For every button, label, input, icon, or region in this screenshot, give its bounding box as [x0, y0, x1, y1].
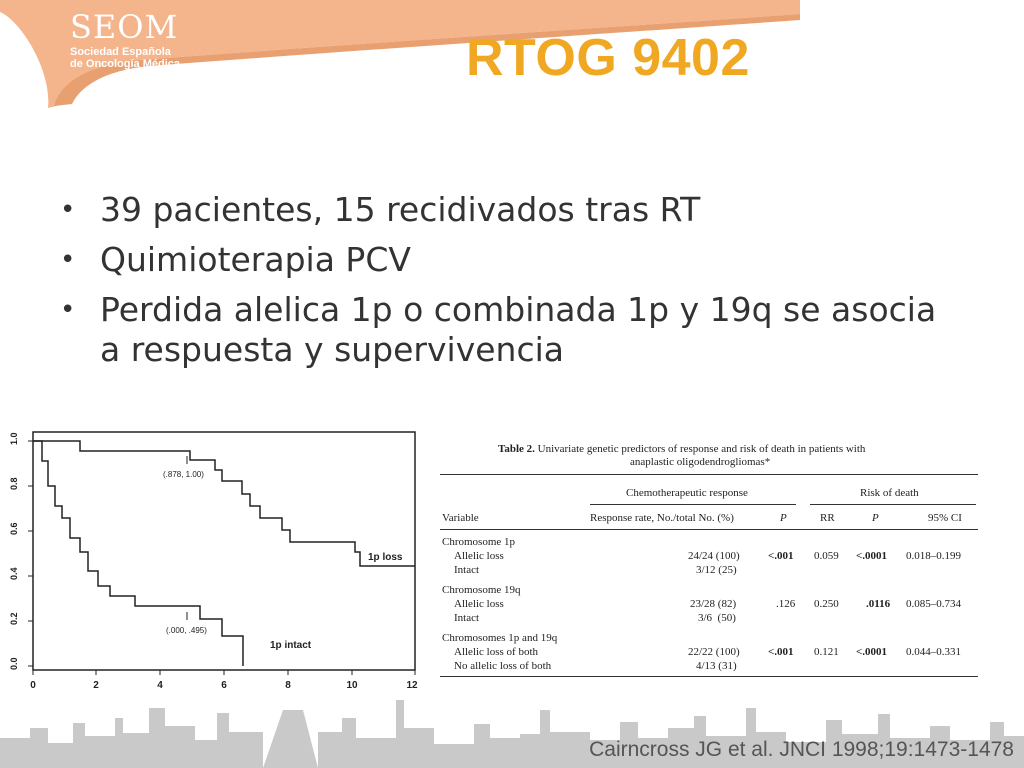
header-rr: RR: [820, 512, 835, 524]
table-rule-group-response: [590, 504, 796, 505]
row-rr: 0.250: [814, 598, 839, 610]
y-tick-labels: [9, 432, 19, 670]
row-variable: No allelic loss of both: [454, 660, 552, 672]
table-caption-line2: anaplastic oligodendrogliomas*: [630, 456, 771, 468]
bullet-list: [58, 190, 958, 380]
bullet-dot-icon: •: [60, 295, 76, 325]
row-response-rate: 23/28 (82): [690, 598, 737, 610]
plot-frame: [33, 432, 415, 670]
x-tick-label: 0: [30, 680, 36, 691]
row-p-risk: .0116: [866, 598, 891, 610]
row-response-rate: 3/6 (50): [698, 612, 736, 624]
logo-subtitle-line2: de Oncología Médica: [70, 58, 181, 70]
header-ci: 95% CI: [928, 512, 962, 524]
row-rr: 0.059: [814, 550, 839, 562]
header-group-risk: Risk of death: [860, 487, 919, 499]
row-rr: 0.121: [814, 646, 839, 658]
x-tick-label: 6: [221, 680, 227, 691]
results-table-figure: [440, 432, 980, 682]
header-p-response: P: [780, 512, 787, 524]
ci-label-lower: (.000, .495): [166, 626, 207, 635]
seom-logo: [70, 8, 180, 70]
header-response-rate: Response rate, No./total No. (%): [590, 512, 734, 524]
x-tick-label: 10: [346, 680, 358, 691]
bullet-text: Quimioterapia PCV: [100, 240, 411, 279]
row-group-label: Chromosome 19q: [442, 584, 521, 596]
row-p-risk: <.0001: [856, 646, 888, 658]
row-variable: Allelic loss: [454, 598, 504, 610]
row-variable: Intact: [454, 612, 480, 624]
kaplan-meier-plot: [0, 426, 425, 706]
table-caption-text: Univariate genetic predictors of response and risk of death in patients with: [534, 443, 866, 455]
bullet-dot-icon: •: [60, 245, 76, 275]
row-ci: 0.018–0.199: [906, 550, 961, 562]
row-p-risk: <.0001: [856, 550, 888, 562]
x-tick-label: 8: [285, 680, 291, 691]
row-variable: Allelic loss of both: [454, 646, 539, 658]
x-tick-label: 12: [406, 680, 418, 691]
row-variable: Allelic loss: [454, 550, 504, 562]
row-ci: 0.085–0.734: [906, 598, 961, 610]
curve-1p-loss: [33, 441, 415, 566]
y-tick-label: 0.4: [9, 567, 19, 580]
header-variable: Variable: [442, 512, 479, 524]
row-response-rate: 4/13 (31): [696, 660, 737, 672]
row-response-rate: 22/22 (100): [688, 646, 740, 658]
y-tick-label: 1.0: [9, 432, 19, 445]
row-p-response: .126: [776, 598, 796, 610]
curve-label-1p-intact: 1p intact: [270, 640, 312, 651]
bullet-item: [58, 290, 958, 370]
y-tick-label: 0.8: [9, 477, 19, 490]
logo-main-text: SEOM: [70, 8, 179, 46]
bullet-dot-icon: •: [60, 195, 76, 225]
bullet-text: Perdida alelica 1p o combinada 1p y 19q se asocia a respuesta y supervivencia: [100, 290, 937, 369]
table-rule-group-risk: [810, 504, 976, 505]
bullet-text: 39 pacientes, 15 recidivados tras RT: [100, 190, 701, 229]
x-tick-label: 2: [93, 680, 99, 691]
citation: Cairncross JG et al. JNCI 1998;19:1473-1478: [589, 738, 1014, 761]
row-variable: Intact: [454, 564, 480, 576]
bullet-item: [58, 190, 958, 230]
logo-subtitle-line1: Sociedad Española: [70, 46, 171, 58]
row-response-rate: 3/12 (25): [696, 564, 737, 576]
curve-label-1p-loss: 1p loss: [368, 552, 403, 563]
row-p-response: <.001: [768, 550, 794, 562]
row-response-rate: 24/24 (100): [688, 550, 740, 562]
table-caption: [498, 442, 978, 456]
header-p-risk: P: [872, 512, 879, 524]
y-tick-label: 0.2: [9, 612, 19, 625]
header-group-response: Chemotherapeutic response: [626, 487, 748, 499]
ci-label-upper: (.878, 1.00): [163, 470, 204, 479]
table-caption-label: Table 2.: [498, 443, 535, 455]
table-rule-top: [440, 474, 978, 475]
curve-1p-intact: [33, 441, 243, 666]
table-rule-bottom: [440, 676, 978, 677]
row-p-response: <.001: [768, 646, 794, 658]
table-rule-header: [440, 529, 978, 530]
x-tick-label: 4: [157, 680, 163, 691]
row-group-label: Chromosomes 1p and 19q: [442, 632, 558, 644]
y-tick-label: 0.0: [9, 657, 19, 670]
y-tick-label: 0.6: [9, 522, 19, 535]
slide-title: RTOG 9402: [466, 29, 750, 87]
row-ci: 0.044–0.331: [906, 646, 961, 658]
bullet-item: [58, 240, 958, 280]
row-group-label: Chromosome 1p: [442, 536, 516, 548]
